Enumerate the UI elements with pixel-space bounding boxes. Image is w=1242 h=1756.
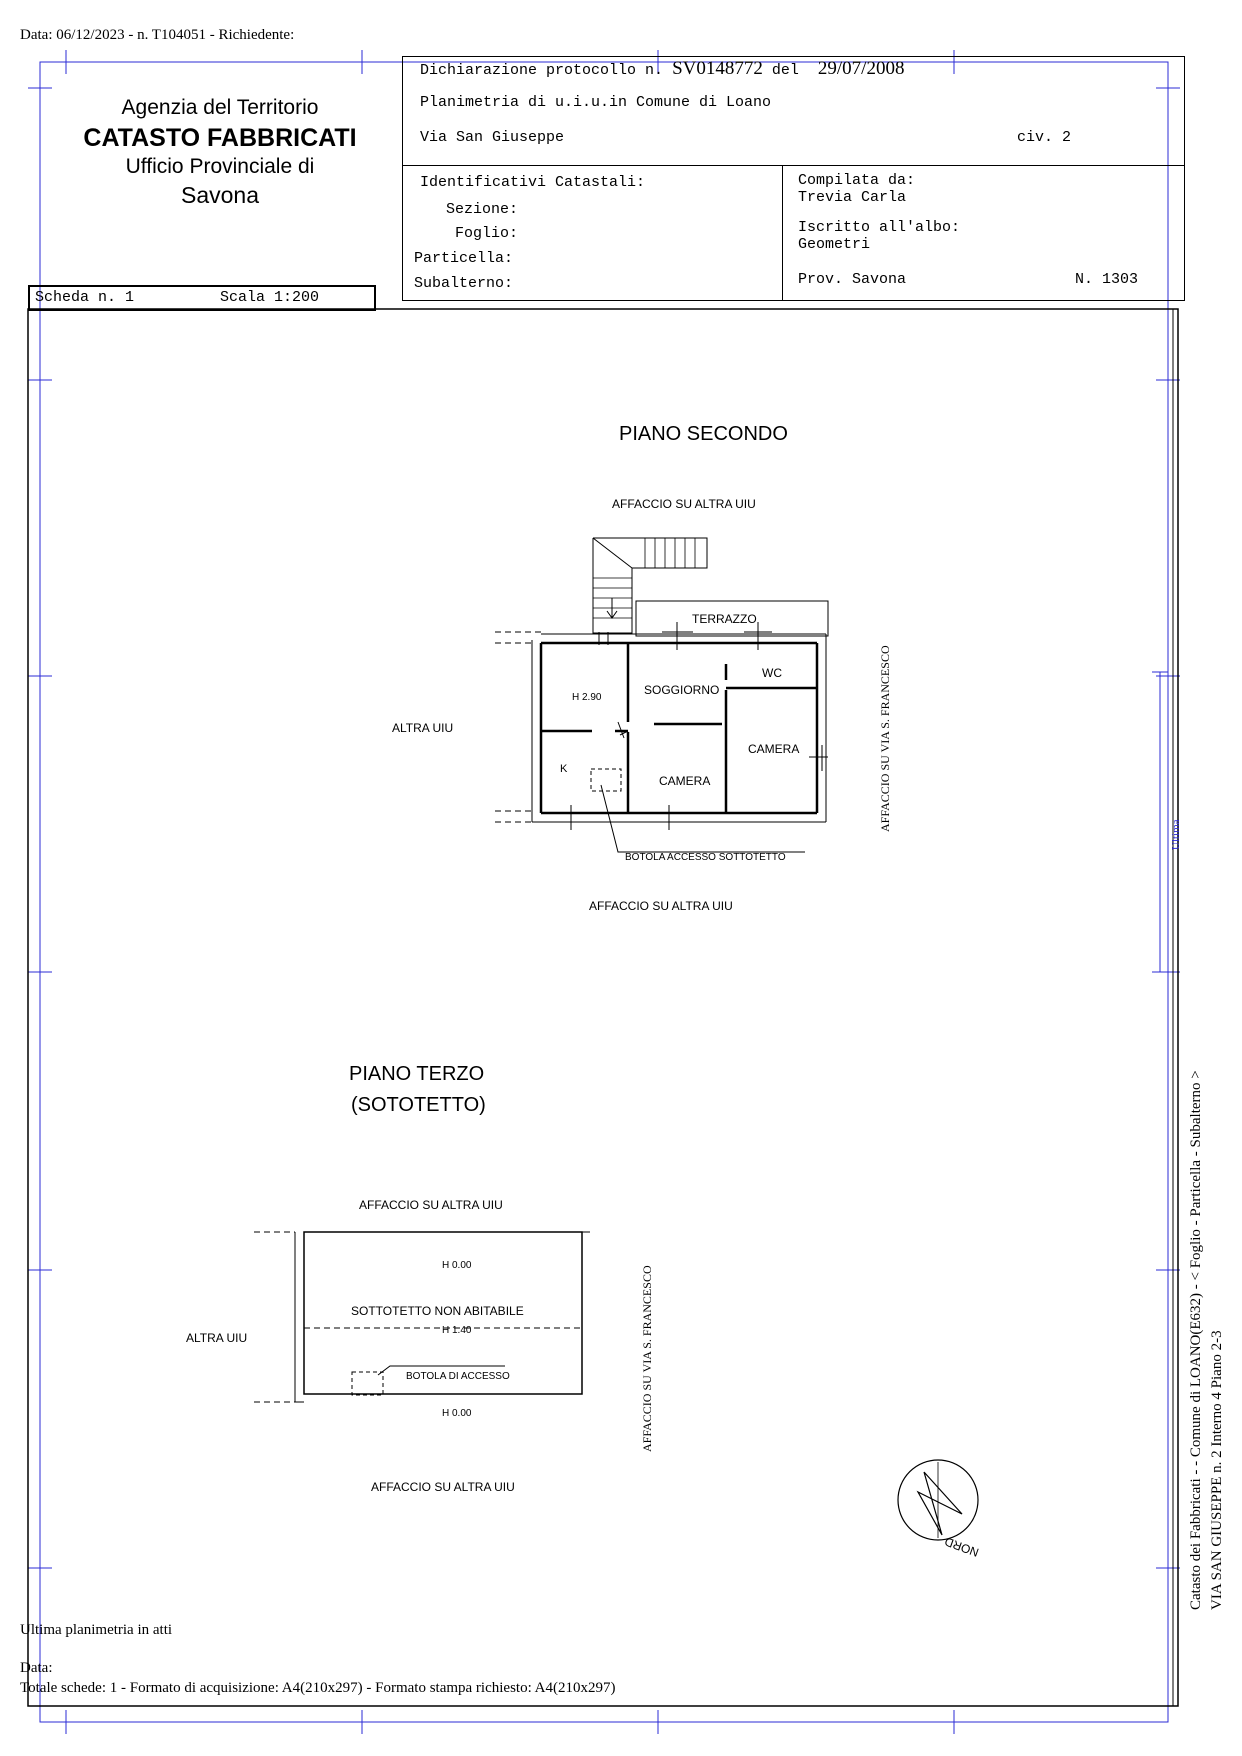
plan-third-east: AFFACCIO SU VIA S. FRANCESCO	[640, 1265, 654, 1452]
main-frame	[28, 309, 1178, 1706]
register-number: N. 1303	[1075, 271, 1139, 288]
civic-number: civ. 2	[1017, 129, 1072, 146]
plan-second-camera-east: CAMERA	[748, 742, 800, 756]
plan-third-title: PIANO TERZO	[349, 1063, 485, 1085]
albo-label: Iscritto all'albo:	[798, 219, 961, 236]
plan-second-kitchen: K	[560, 763, 568, 775]
compilata-name: Trevia Carla	[798, 189, 907, 206]
side-margin-address: VIA SAN GIUSEPPE n. 2 Interno 4 Piano 2-3	[1209, 1330, 1225, 1610]
north-arrow-icon	[898, 1460, 978, 1540]
plan-third-room: SOTTOTETTO NON ABITABILE	[351, 1304, 524, 1318]
plan-second-camera-south: CAMERA	[659, 774, 711, 788]
protocol-date: 29/07/2008	[817, 58, 905, 79]
plan-third-subtitle: (SOTOTETTO)	[351, 1094, 486, 1116]
scheda-label: Scheda n. 1	[35, 289, 135, 306]
particella-label: Particella:	[414, 250, 514, 267]
planimetria-line: Planimetria di u.i.u.in Comune di Loano	[420, 94, 772, 111]
side-margin-stamp: Ultima	[1170, 819, 1182, 850]
plan-second-soggiorno: SOGGIORNO	[644, 683, 720, 697]
scala-label: Scala 1:200	[220, 289, 320, 306]
plan-second-terrace: TERRAZZO	[692, 612, 757, 626]
subalterno-label: Subalterno:	[414, 275, 514, 292]
protocol-line	[420, 58, 904, 80]
province-label: Prov. Savona	[798, 271, 907, 288]
plan-second-south: AFFACCIO SU ALTRA UIU	[589, 899, 733, 913]
identificativi-title: Identificativi Catastali:	[420, 174, 646, 191]
footer-data: Data:	[20, 1660, 53, 1676]
plan-second-west: ALTRA UIU	[392, 721, 454, 735]
footer-ultima: Ultima planimetria in atti	[20, 1622, 173, 1638]
footer-totale: Totale schede: 1 - Formato di acquisizione: A4(210x297) - Formato stampa richiesto: A4(210x297)	[20, 1680, 616, 1696]
albo-value: Geometri	[798, 236, 871, 253]
side-margin-catasto: Catasto dei Fabbricati - - Comune di LOANO(E632) - < Foglio - Particella - Subalterno >	[1188, 1070, 1204, 1610]
compilata-label: Compilata da:	[798, 172, 916, 189]
agency-block	[55, 96, 385, 209]
plan-third-h-bottom: H 0.00	[442, 1408, 472, 1419]
north-label: NORD	[942, 1534, 981, 1560]
plan-third-west: ALTRA UIU	[186, 1331, 248, 1345]
catasto-title: CATASTO FABBRICATI	[83, 124, 357, 152]
address-line: Via San Giuseppe	[420, 129, 565, 146]
protocol-label: Dichiarazione protocollo n.	[420, 62, 664, 79]
agency-name: Agenzia del Territorio	[121, 96, 319, 119]
plan-second-title: PIANO SECONDO	[619, 423, 788, 445]
plan-third-botola: BOTOLA DI ACCESSO	[406, 1371, 510, 1382]
plan-second-east: AFFACCIO SU VIA S. FRANCESCO	[878, 645, 892, 832]
ufficio-label: Ufficio Provinciale di	[125, 155, 315, 178]
plan-second-wc: WC	[762, 666, 782, 680]
foglio-label: Foglio:	[455, 225, 519, 242]
sezione-label: Sezione:	[446, 201, 519, 218]
plan-third-h-mid: H 1.40	[442, 1325, 472, 1336]
protocol-number: SV0148772	[672, 58, 763, 79]
plan-third-south: AFFACCIO SU ALTRA UIU	[371, 1480, 515, 1494]
plan-third-h-top: H 0.00	[442, 1260, 472, 1271]
plan-second-height: H 2.90	[572, 692, 602, 703]
ufficio-city: Savona	[180, 182, 259, 208]
document-header: Data: 06/12/2023 - n. T104051 - Richiedente:	[20, 27, 295, 43]
protocol-del: del	[771, 62, 799, 79]
plan-second-north: AFFACCIO SU ALTRA UIU	[612, 497, 756, 511]
plan-second-botola: BOTOLA ACCESSO SOTTOTETTO	[625, 852, 786, 863]
plan-third-north: AFFACCIO SU ALTRA UIU	[359, 1198, 503, 1212]
